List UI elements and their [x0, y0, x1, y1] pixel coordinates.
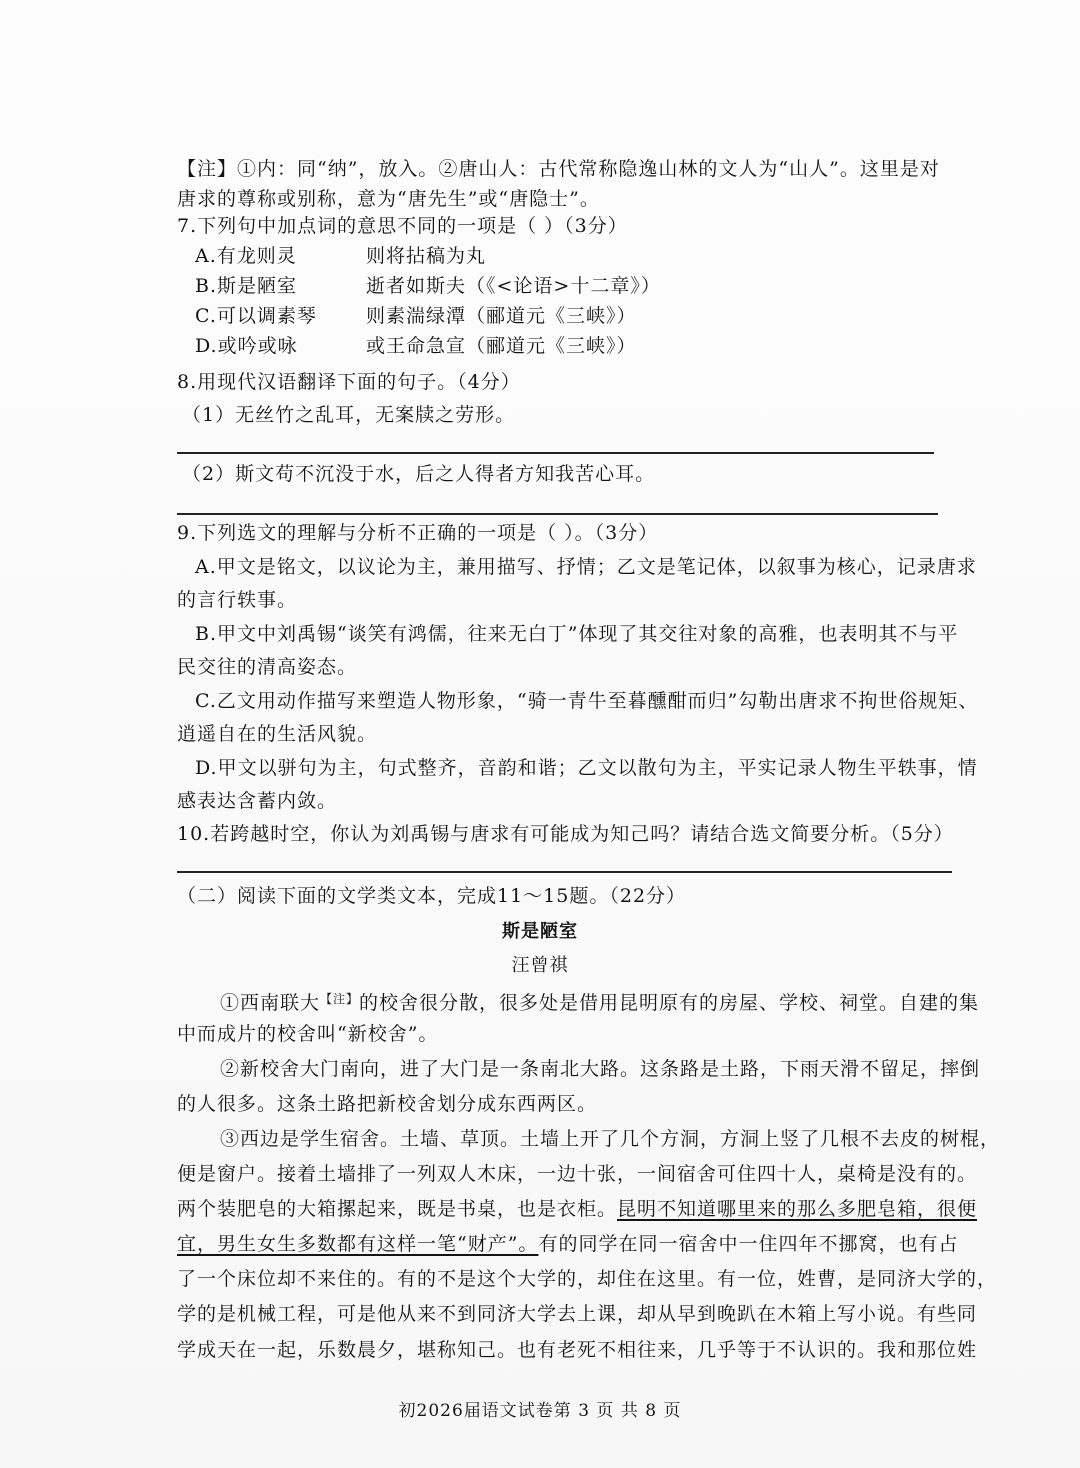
footnote-marker: 【注】: [320, 992, 360, 1006]
q7-option-c-right: 则素湍绿潭（郦道元《三峡》）: [366, 305, 637, 327]
q9-option-c-line-1: C.乙文用动作描写来塑造人物形象，“骑一青牛至暮醺酣而归”勾勒出唐求不拘世俗规矩、: [195, 690, 979, 712]
passage-text: ①西南联大: [220, 992, 321, 1014]
passage-paragraph-3-line-6: 学的是机械工程，可是他从来不到同济大学去上课，却从早到晚趴在木箱上写小说。有些同: [177, 1303, 978, 1325]
question-10-stem: 10.若跨越时空，你认为刘禹锡与唐求有可能成为知己吗？请结合选文简要分析。（5分）: [177, 823, 954, 845]
passage-paragraph-1-line-1: [220, 985, 979, 1017]
question-8-stem: 8.用现代汉语翻译下面的句子。（4分）: [177, 371, 521, 393]
passage-paragraph-3-line-7: 学成天在一起，乐数晨夕，堪称知己。也有老死不相往来，几乎等于不认识的。我和那位姓: [177, 1339, 978, 1361]
q8-sentence-1: （1）无丝竹之乱耳，无案牍之劳形。: [182, 404, 516, 426]
q9-option-d-line-1: D.甲文以骈句为主，句式整齐，音韵和谐；乙文以散句为主，平实记录人物生平轶事，情: [195, 757, 978, 779]
passage-paragraph-3-line-1: ③西边是学生宿舍。土墙、草顶。土墙上开了几个方洞，方洞上竖了几根不去皮的树棍，: [220, 1128, 1001, 1150]
q8-sentence-2: （2）斯文苟不沉没于水，后之人得者方知我苦心耳。: [182, 463, 656, 485]
q9-option-a-line-1: A.甲文是铭文，以议论为主，兼用描写、抒情；乙文是笔记体，以叙事为核心，记录唐求: [195, 556, 977, 578]
annotation-note-line-2: 唐求的尊称或别称，意为“唐先生”或“唐隐士”。: [177, 188, 600, 210]
q9-option-c-line-2: 逍遥自在的生活风貌。: [177, 723, 378, 745]
q9-option-d-line-2: 感表达含蓄内敛。: [177, 790, 338, 812]
passage-paragraph-3-line-2: 便是窗户。接着土墙排了一列双人木床，一边十张，一间宿舍可住四十人，桌椅是没有的。: [177, 1163, 978, 1185]
q8-answer-line-1[interactable]: [177, 452, 934, 454]
q9-option-b-line-2: 民交往的清高姿态。: [177, 656, 358, 678]
q10-answer-line[interactable]: [177, 871, 952, 873]
q7-option-a-left: A.有龙则灵: [195, 245, 297, 267]
passage-text: 的校舍很分散，很多处是借用昆明原有的房屋、学校、祠堂。自建的集: [359, 992, 980, 1014]
q9-option-b-line-1: B.甲文中刘禹锡“谈笑有鸿儒，往来无白丁”体现了其交往对象的高雅，也表明其不与平: [195, 623, 959, 645]
section-2-heading: （二）阅读下面的文学类文本，完成11～15题。（22分）: [177, 885, 687, 907]
q9-option-a-line-2: 的言行轶事。: [177, 589, 298, 611]
underlined-sentence: 宜，男生女生多数都有这样一笔“财产”。: [177, 1233, 539, 1255]
underlined-sentence: 昆明不知道哪里来的那么多肥皂箱，很便: [617, 1198, 978, 1220]
q7-option-c-left: C.可以调素琴: [195, 305, 317, 327]
article-author: 汪曾祺: [511, 955, 569, 976]
passage-paragraph-3-line-4: [177, 1230, 958, 1258]
q7-option-d-right: 或王命急宣（郦道元《三峡》）: [366, 335, 637, 357]
q7-option-b-right: 逝者如斯夫（《<论语>十二章》）: [366, 275, 661, 297]
q7-option-a-right: 则将拈稿为丸: [366, 245, 487, 267]
annotation-note-line-1: 【注】①内：同“纳”，放入。②唐山人：古代常称隐逸山林的文人为“山人”。这里是对: [177, 158, 940, 180]
page-footer: 初2026届语文试卷第 3 页 共 8 页: [398, 1401, 682, 1421]
passage-paragraph-1-line-2: 中而成片的校舍叫“新校舍”。: [177, 1023, 439, 1045]
passage-paragraph-2-line-1: ②新校舍大门南向，进了大门是一条南北大路。这条路是土路，下雨天滑不留足，摔倒: [220, 1058, 981, 1080]
article-title: 斯是陋室: [502, 921, 578, 942]
q7-option-d-left: D.或吟或咏: [195, 335, 298, 357]
question-7-stem: 7.下列句中加点词的意思不同的一项是（ ）（3分）: [177, 215, 628, 237]
passage-text: 两个装肥皂的大箱摞起来，既是书桌，也是衣柜。: [177, 1198, 618, 1220]
question-9-stem: 9.下列选文的理解与分析不正确的一项是（ ）。（3分）: [177, 522, 659, 544]
passage-text: 有的同学在同一宿舍中一住四年不挪窝，也有占: [538, 1233, 959, 1255]
passage-paragraph-2-line-2: 的人很多。这条土路把新校舍划分成东西两区。: [177, 1093, 598, 1115]
q7-option-b-left: B.斯是陋室: [195, 275, 298, 297]
passage-paragraph-3-line-3: [177, 1195, 977, 1223]
passage-paragraph-3-line-5: 了一个床位却不来住的。有的不是这个大学的，却住在这里。有一位，姓曹，是同济大学的，: [177, 1268, 998, 1290]
q8-answer-line-2[interactable]: [177, 513, 938, 515]
